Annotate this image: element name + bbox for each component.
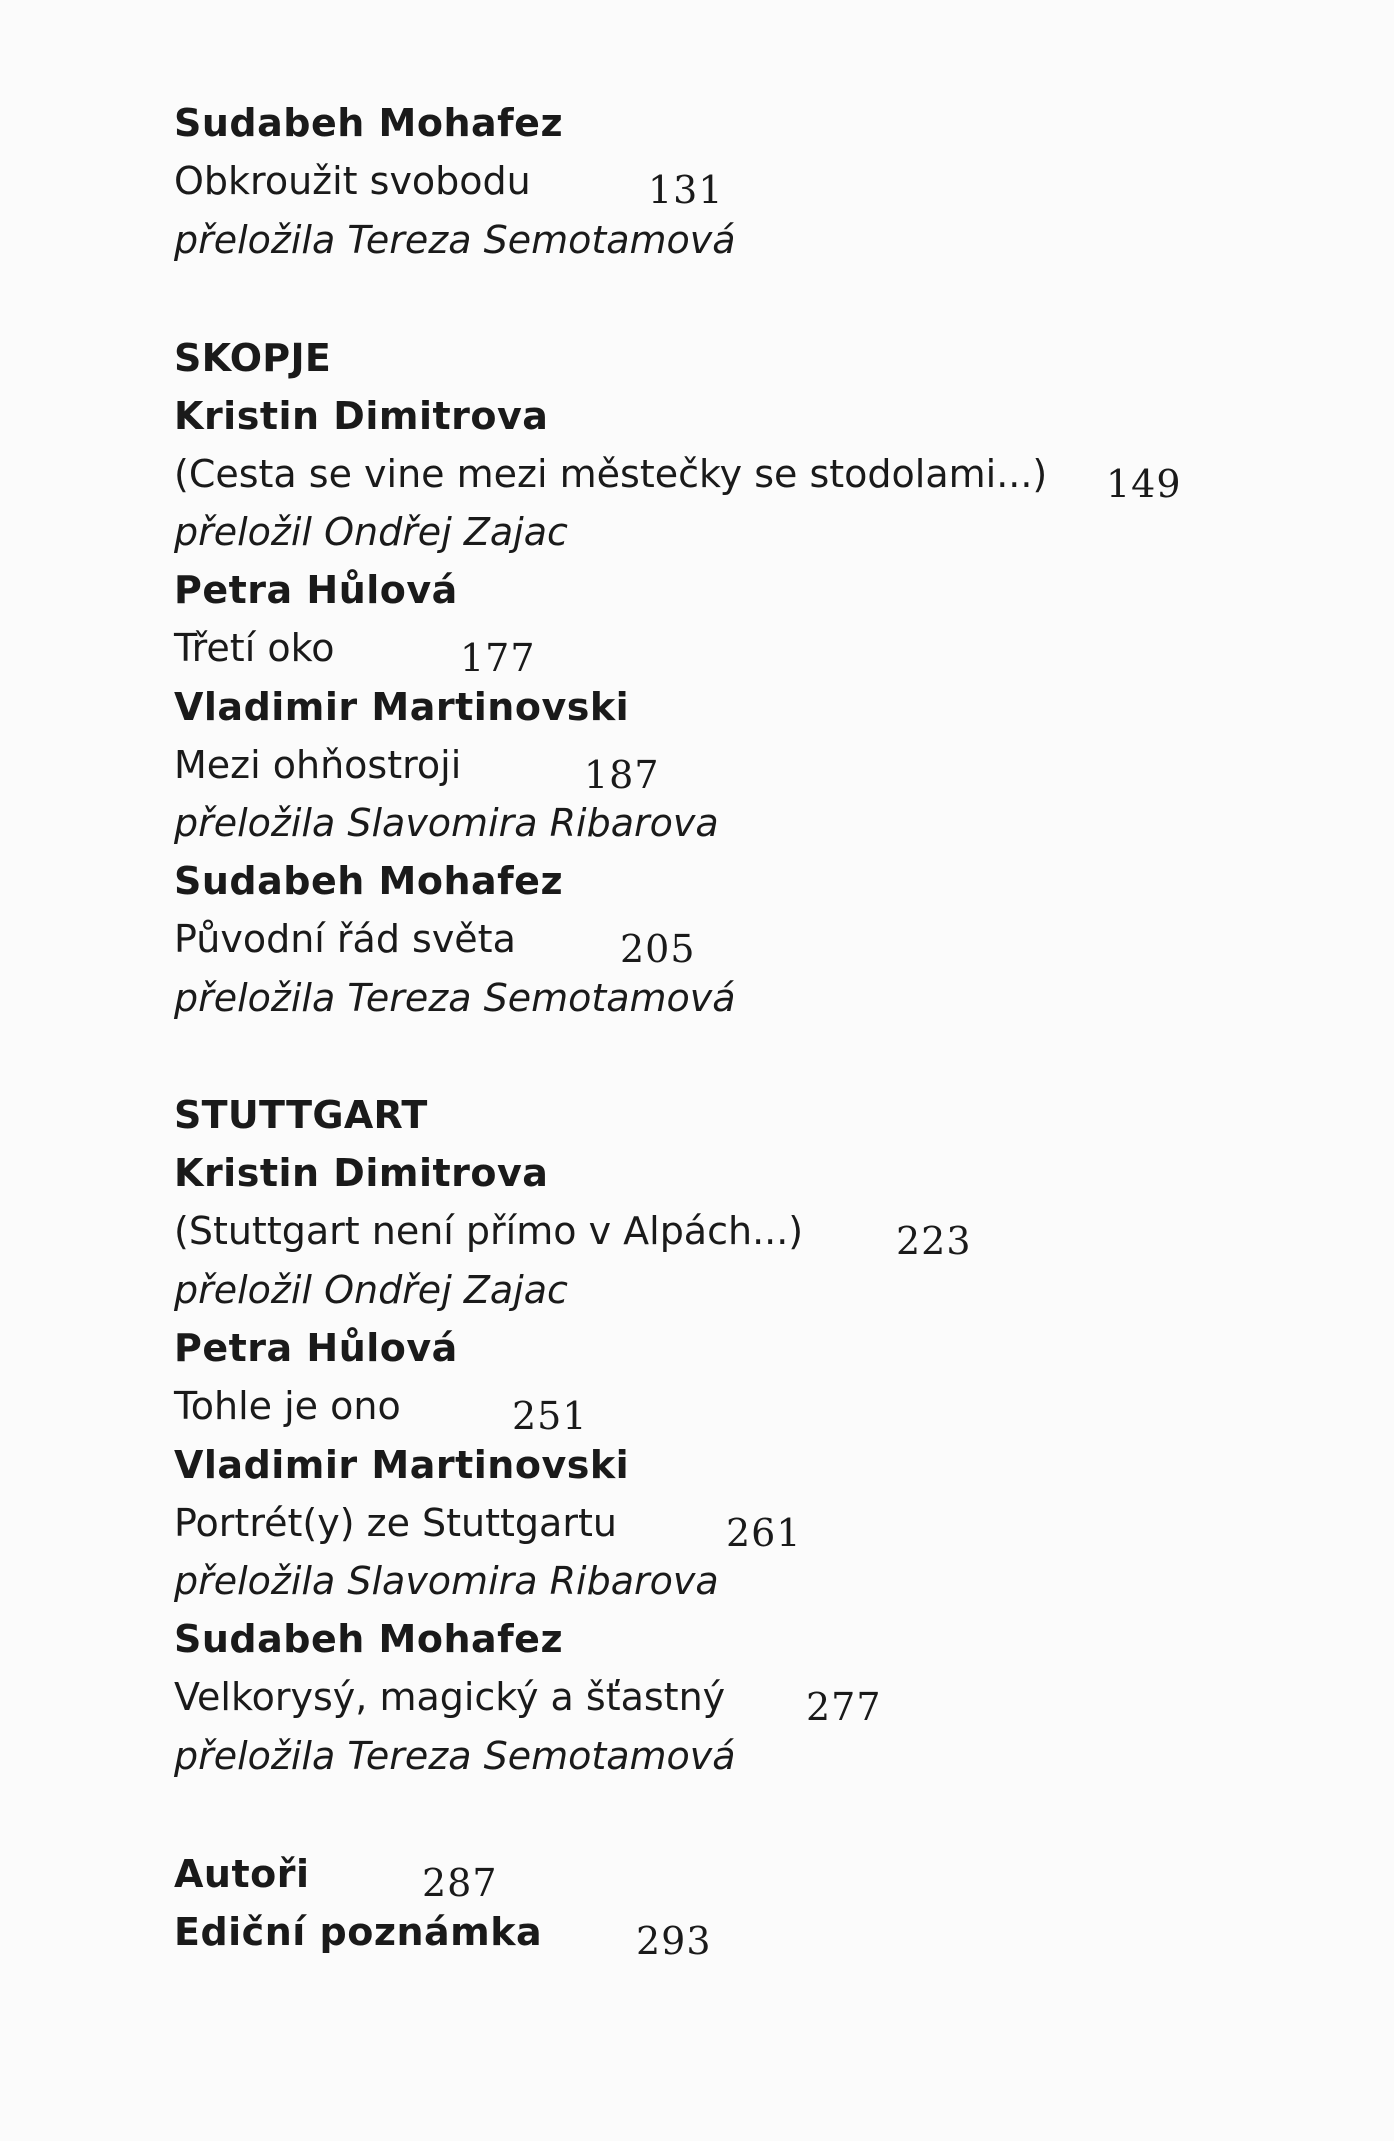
author-name: Vladimir Martinovski <box>174 685 630 729</box>
translator-credit: přeložila Slavomira Ribarova <box>174 801 719 845</box>
page-number: 149 <box>1106 462 1182 506</box>
section-heading-stuttgart: STUTTGART <box>174 1093 428 1137</box>
work-title: Mezi ohňostroji <box>174 743 462 787</box>
back-matter-edicni-poznamka: Ediční poznámka <box>174 1910 543 1954</box>
work-title: Portrét(y) ze Stuttgartu <box>174 1501 617 1545</box>
page-number: 131 <box>648 168 724 212</box>
work-title: Třetí oko <box>174 626 335 670</box>
page-number: 251 <box>512 1394 588 1438</box>
section-heading-skopje: SKOPJE <box>174 336 332 380</box>
translator-credit: přeložil Ondřej Zajac <box>174 510 568 554</box>
back-matter-autori: Autoři <box>174 1852 310 1896</box>
author-name: Sudabeh Mohafez <box>174 101 564 145</box>
author-name: Sudabeh Mohafez <box>174 1617 564 1661</box>
work-title: Obkroužit svobodu <box>174 159 531 203</box>
translator-credit: přeložila Tereza Semotamová <box>174 218 736 262</box>
page-number: 177 <box>460 636 536 680</box>
page-number: 277 <box>806 1685 882 1729</box>
work-title: Tohle je ono <box>174 1384 401 1428</box>
work-title: Původní řád světa <box>174 917 516 961</box>
work-title: Velkorysý, magický a šťastný <box>174 1675 726 1719</box>
page-number: 205 <box>620 927 696 971</box>
translator-credit: přeložil Ondřej Zajac <box>174 1268 568 1312</box>
author-name: Petra Hůlová <box>174 568 458 612</box>
work-title: (Stuttgart není přímo v Alpách...) <box>174 1209 804 1253</box>
page-number: 187 <box>584 753 660 797</box>
page-number: 261 <box>726 1511 802 1555</box>
author-name: Sudabeh Mohafez <box>174 859 564 903</box>
page-number: 223 <box>896 1219 972 1263</box>
translator-credit: přeložila Tereza Semotamová <box>174 976 736 1020</box>
page-number: 287 <box>422 1861 498 1905</box>
translator-credit: přeložila Tereza Semotamová <box>174 1734 736 1778</box>
author-name: Petra Hůlová <box>174 1326 458 1370</box>
work-title: (Cesta se vine mezi městečky se stodolami...) <box>174 452 1048 496</box>
author-name: Kristin Dimitrova <box>174 1151 549 1195</box>
page-number: 293 <box>636 1919 712 1963</box>
author-name: Kristin Dimitrova <box>174 394 549 438</box>
translator-credit: přeložila Slavomira Ribarova <box>174 1559 719 1603</box>
author-name: Vladimir Martinovski <box>174 1443 630 1487</box>
